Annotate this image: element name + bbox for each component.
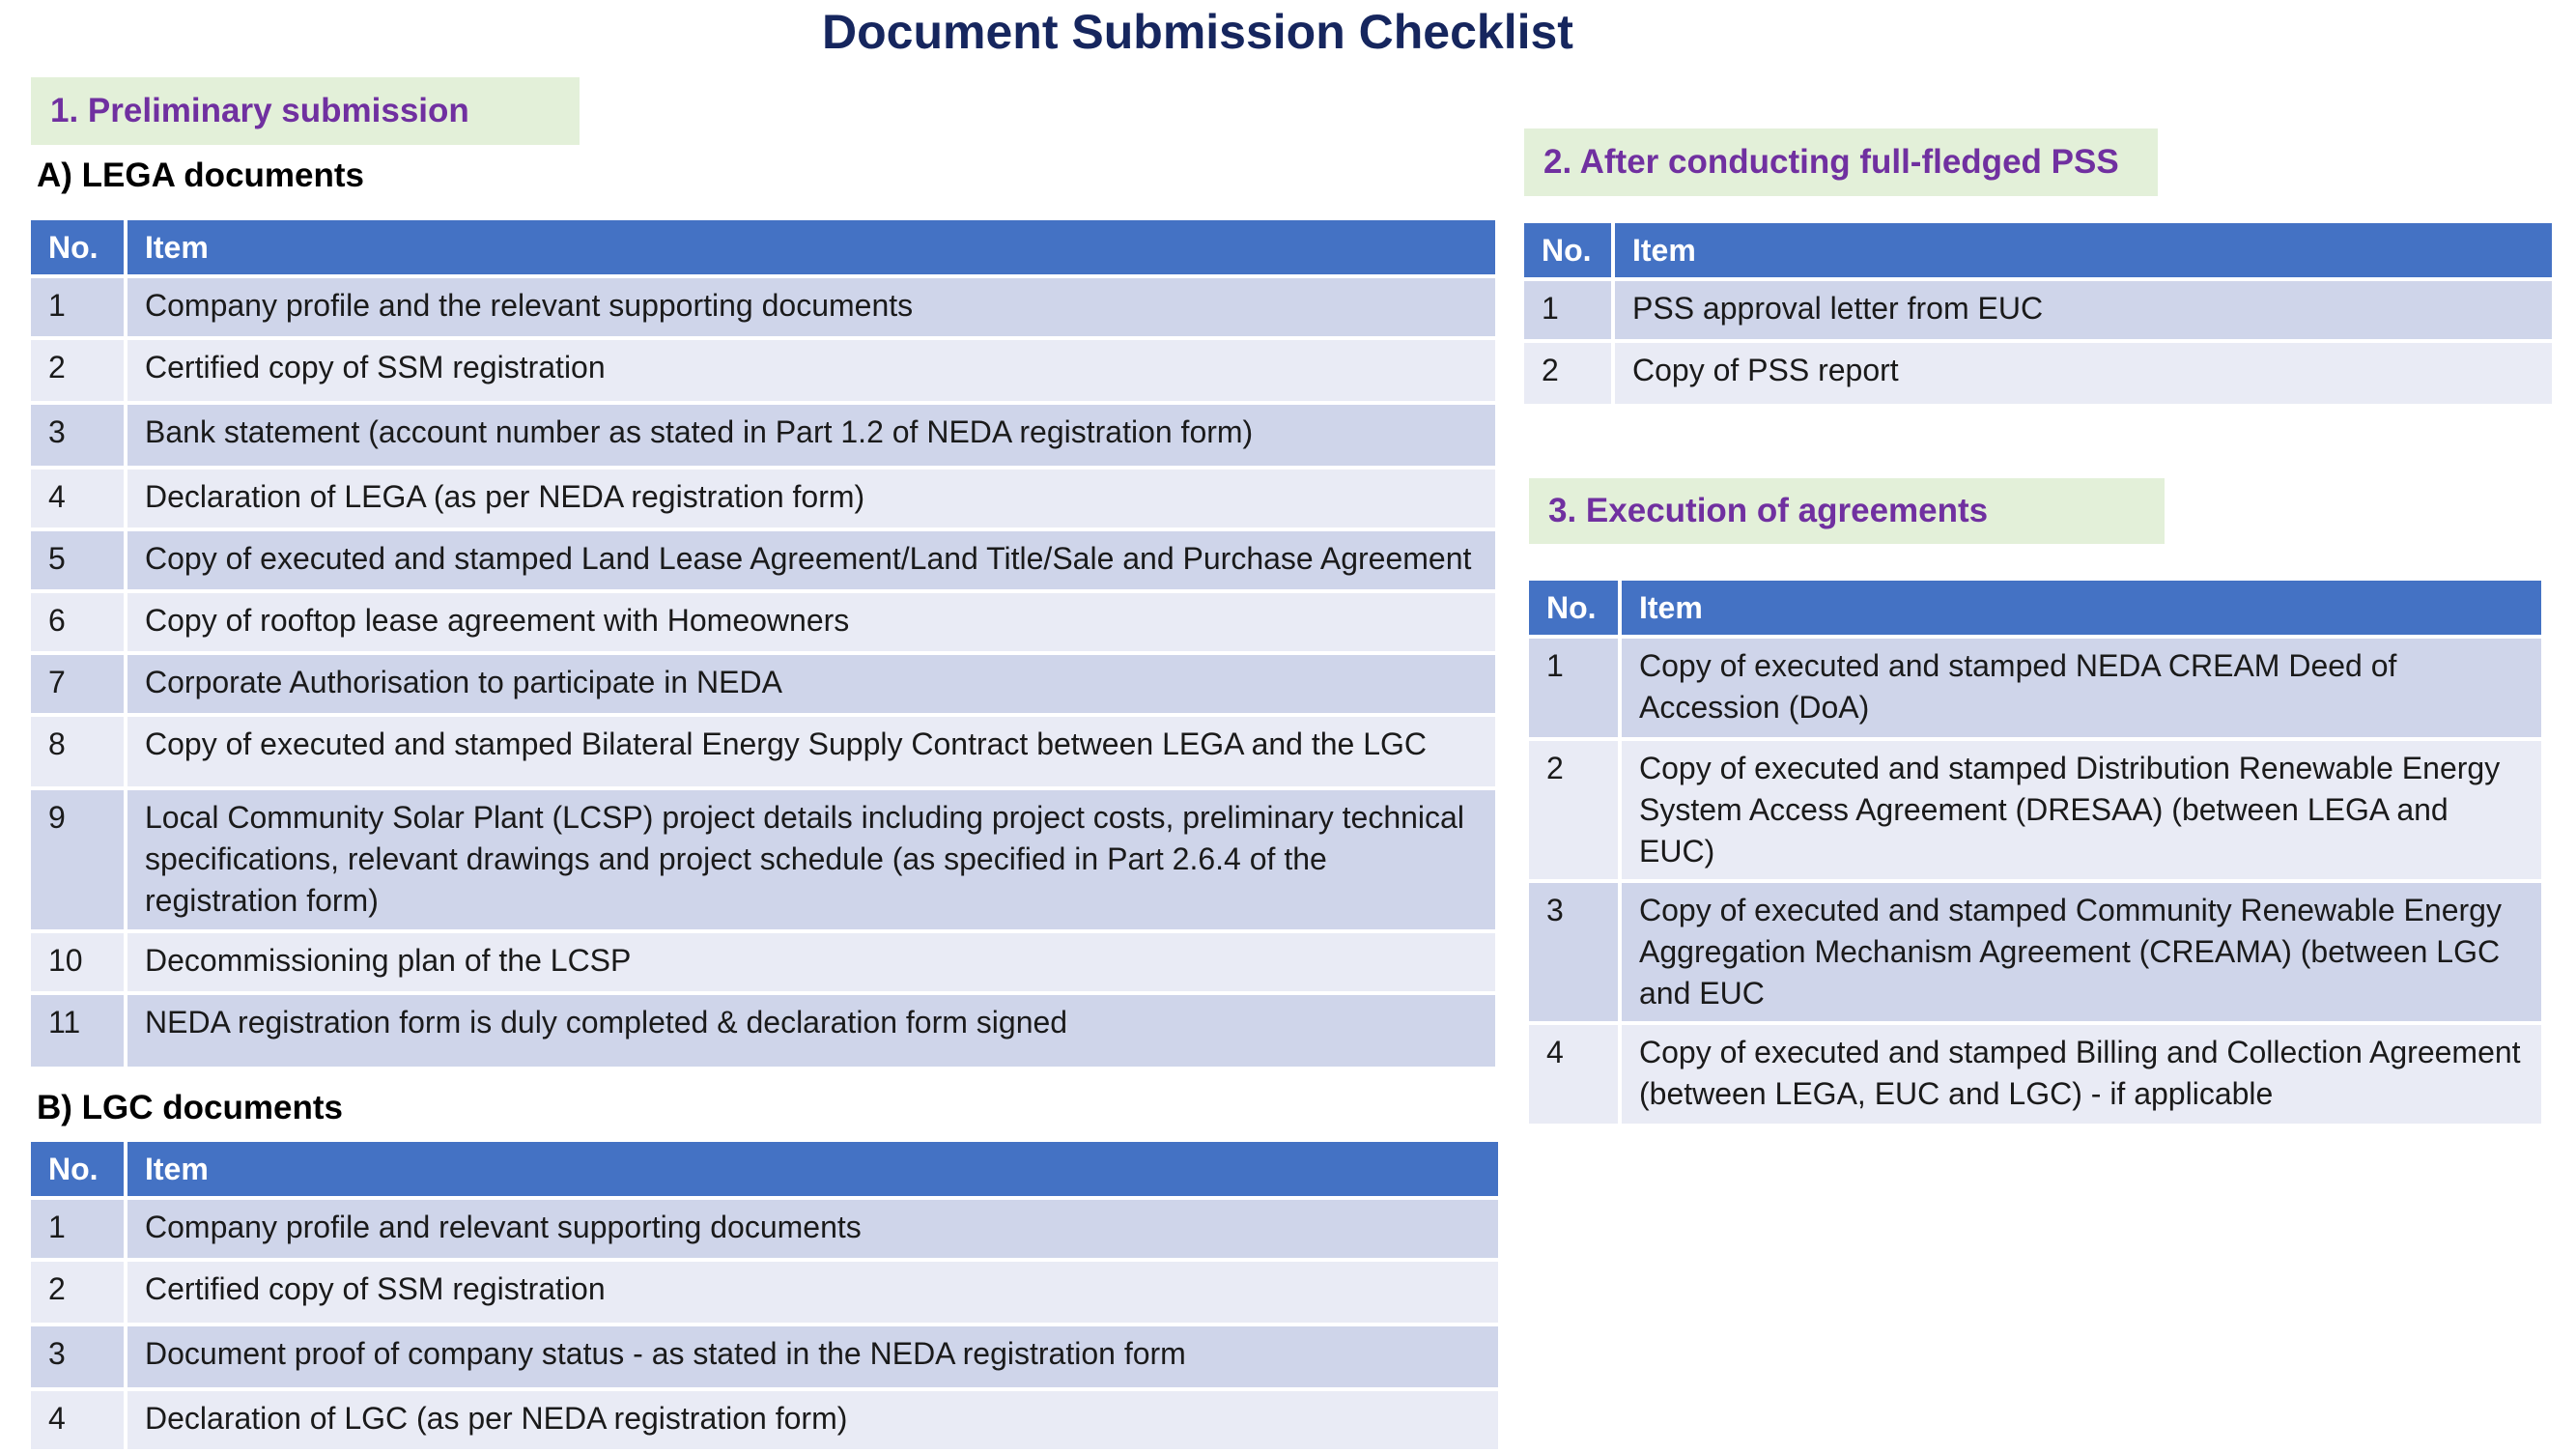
table-row [31,1391,1498,1449]
row-item: Copy of executed and stamped Community Renewable Energy Aggregation Mechanism Agreement (CREAMA) (between LGC and EUC [1622,883,2541,1021]
table-header-row [1529,581,2541,635]
row-number: 3 [31,405,127,466]
row-item: Document proof of company status - as stated in the NEDA registration form [127,1326,1498,1387]
table-row [31,531,1495,589]
row-item: Copy of rooftop lease agreement with Homeowners [127,593,1495,651]
row-item: Copy of executed and stamped Distribution Renewable Energy System Access Agreement (DRESAA) (between LEGA and EUC) [1622,741,2541,879]
row-number: 1 [1524,281,1615,339]
table-row [31,995,1495,1067]
row-number: 8 [31,717,127,786]
row-number: 4 [31,470,127,527]
table-row [31,1326,1498,1387]
section-banner-execution: 3. Execution of agreements [1529,478,2165,544]
column-header-item: Item [1615,223,2552,277]
table-row [1529,1025,2541,1124]
agreements-table [1529,577,2541,1127]
column-header-no: No. [1524,223,1615,277]
table-row [31,278,1495,336]
row-number: 2 [1524,343,1615,404]
table-row [31,790,1495,929]
row-number: 3 [1529,883,1622,1021]
row-number: 1 [1529,639,1622,737]
row-number: 2 [1529,741,1622,879]
row-item: Certified copy of SSM registration [127,340,1495,401]
table-row [31,655,1495,713]
section-banner-preliminary: 1. Preliminary submission [31,77,580,145]
pss-documents-table [1524,219,2552,408]
row-number: 7 [31,655,127,713]
lega-documents-table [31,216,1495,1070]
row-item: Certified copy of SSM registration [127,1262,1498,1323]
row-number: 3 [31,1326,127,1387]
row-item: NEDA registration form is duly completed & declaration form signed [127,995,1495,1067]
table-row [1524,343,2552,404]
table-row [31,405,1495,466]
row-item: Copy of executed and stamped Land Lease Agreement/Land Title/Sale and Purchase Agreement [127,531,1495,589]
table-row [31,1262,1498,1323]
lgc-documents-table [31,1138,1498,1453]
row-item: Bank statement (account number as stated in Part 1.2 of NEDA registration form) [127,405,1495,466]
row-item: PSS approval letter from EUC [1615,281,2552,339]
row-number: 11 [31,995,127,1067]
row-item: Declaration of LEGA (as per NEDA registration form) [127,470,1495,527]
row-item: Company profile and the relevant supporting documents [127,278,1495,336]
row-item: Copy of PSS report [1615,343,2552,404]
lgc-documents-heading: B) LGC documents [37,1089,343,1126]
column-header-no: No. [31,1142,127,1196]
row-number: 4 [31,1391,127,1449]
column-header-no: No. [1529,581,1622,635]
section-banner-after-pss: 2. After conducting full-fledged PSS [1524,128,2158,196]
table-row [31,717,1495,786]
row-number: 1 [31,1200,127,1258]
table-header-row [31,1142,1498,1196]
row-item: Copy of executed and stamped Billing and Collection Agreement (between LEGA, EUC and LGC) - if applicable [1622,1025,2541,1124]
row-item: Declaration of LGC (as per NEDA registration form) [127,1391,1498,1449]
table-header-row [1524,223,2552,277]
row-item: Local Community Solar Plant (LCSP) project details including project costs, preliminary technical specifications, relevant drawings and project schedule (as specified in Part 2.6.4 of the registration form) [127,790,1495,929]
table-header-row [31,220,1495,274]
row-item: Corporate Authorisation to participate in NEDA [127,655,1495,713]
row-number: 2 [31,340,127,401]
lega-documents-heading: A) LEGA documents [37,157,364,194]
column-header-no: No. [31,220,127,274]
row-number: 10 [31,933,127,991]
row-number: 5 [31,531,127,589]
row-item: Company profile and relevant supporting documents [127,1200,1498,1258]
row-item: Copy of executed and stamped Bilateral Energy Supply Contract between LEGA and the LGC [127,717,1495,786]
row-number: 6 [31,593,127,651]
row-number: 2 [31,1262,127,1323]
table-row [31,593,1495,651]
table-row [1524,281,2552,339]
row-item: Copy of executed and stamped NEDA CREAM Deed of Accession (DoA) [1622,639,2541,737]
table-row [31,340,1495,401]
row-number: 4 [1529,1025,1622,1124]
row-number: 9 [31,790,127,929]
row-item: Decommissioning plan of the LCSP [127,933,1495,991]
table-row [1529,639,2541,737]
table-row [1529,741,2541,879]
table-row [1529,883,2541,1021]
row-number: 1 [31,278,127,336]
column-header-item: Item [127,1142,1498,1196]
column-header-item: Item [1622,581,2541,635]
table-row [31,470,1495,527]
table-row [31,1200,1498,1258]
page-title: Document Submission Checklist [822,5,1573,59]
column-header-item: Item [127,220,1495,274]
table-row [31,933,1495,991]
